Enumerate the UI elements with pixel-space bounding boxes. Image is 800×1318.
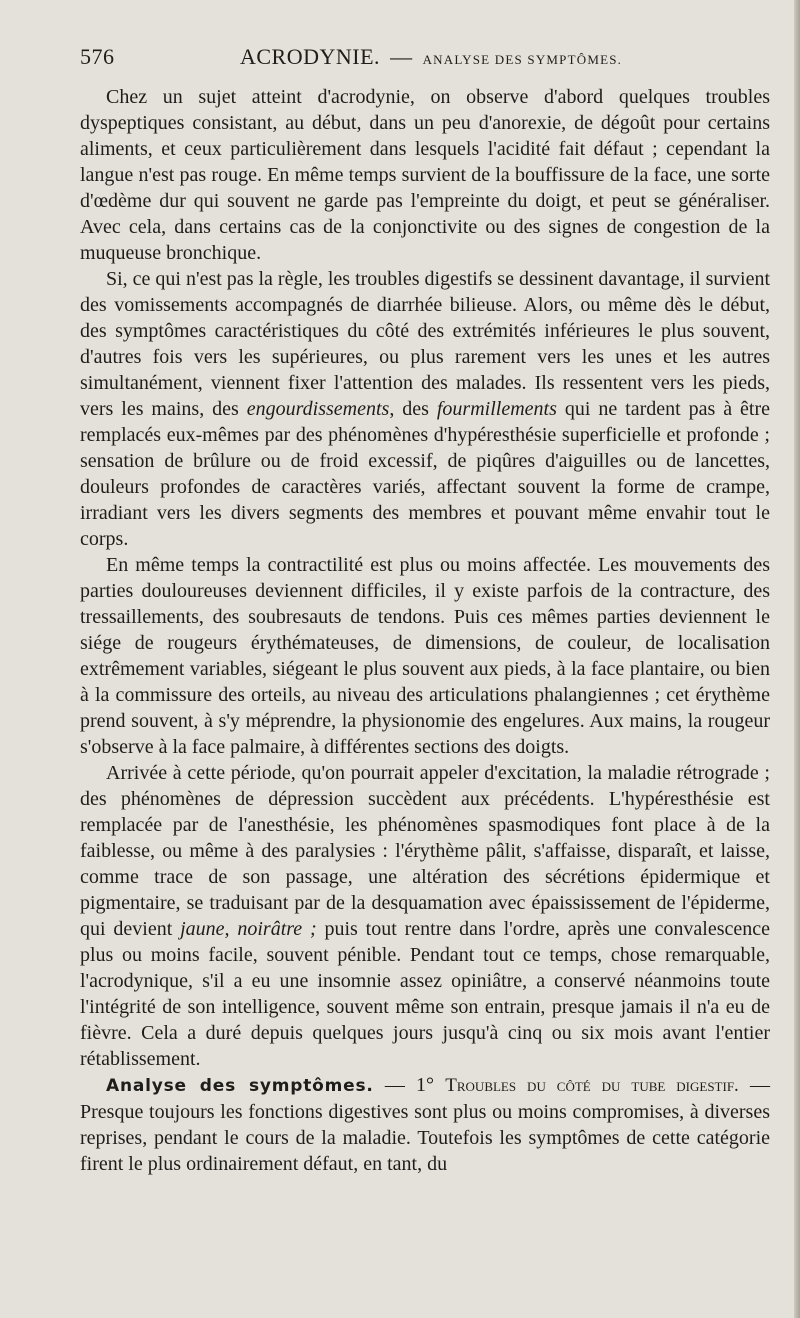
italic-fourmillements: fourmillements — [436, 398, 557, 420]
paragraph-3: En même temps la contractilité est plus ou moins affectée. Les mouvements des parties douloureuses deviennent difficiles, il y existe parfois de la contracture, des tressaillements, des soubresauts de tendons. Puis ces mêmes parties deviennent le siége de rougeurs érythémateuses, de dimensions, de couleur, de localisation extrêmement variables, siégeant le plus souvent aux pieds, à la face plantaire, ou bien à la commissure des orteils, au niveau des articulations phalangiennes ; cet érythème prend souvent, à s'y méprendre, la physionomie des engelures. Aux mains, la rougeur s'observe à la face palmaire, à différentes sections des doigts. — [80, 554, 770, 758]
paragraph-4-part-b: puis tout rentre dans l'ordre, après une convalescence plus ou moins facile, souvent pénible. Pendant tout ce temps, chose remarquable, l'acrodynique, s'il a eu une insomnie assez opiniâtre, a conservé néanmoins toute l'intégrité de son intelligence, souvent même son entrain, presque jamais il n'a eu de fièvre. Cela a duré depuis quelques jours jusqu'à cinq ou six mois avant l'entier rétablissement. — [80, 918, 770, 1070]
paragraph-1: Chez un sujet atteint d'acrodynie, on observe d'abord quelques troubles dyspeptiques consistant, au début, dans un peu d'anorexie, de dégoût pour certains aliments, et ceux particulièrement dans lesquels l'acidité fait défaut ; cependant la langue n'est pas rouge. En même temps survient de la bouffissure de la face, une sorte d'œdème dur qui souvent ne garde pas l'empreinte du doigt, et peut se généraliser. Avec cela, dans certains cas de la conjonctivite ou des signes de congestion de la muqueuse bronchique. — [80, 86, 770, 264]
page-header — [80, 44, 770, 84]
italic-engourdissements: engourdissements — [246, 398, 390, 420]
page-edge-shadow — [794, 0, 800, 1318]
running-title: ACRODYNIE. — [240, 44, 381, 69]
section-dash: — 1° — [373, 1074, 446, 1096]
paragraph-4-part-a: Arrivée à cette période, qu'on pourrait appeler d'excitation, la maladie rétrograde ; des phénomènes de dépression succèdent aux précédents. L'hypéresthésie est remplacée par de l'anesthésie, les phénomènes spasmodiques font place à de la faiblesse, ou même à des paralysies : l'érythème pâlit, s'affaisse, disparaît, et laisse, comme trace de son passage, une altération des sécrétions épidermique et pigmentaire, se traduisant par de la desquamation avec épaississement de l'épiderme, qui devient — [80, 762, 770, 940]
page-number: 576 — [80, 44, 115, 69]
paragraph-2-part-c: qui ne tardent pas à être remplacés eux-mêmes par des phénomènes d'hypéresthésie superficielle et profonde ; sensation de brûlure ou de froid excessif, de piqûres d'aiguilles ou de lancettes, douleurs profondes de caractères variés, affectant souvent la forme de crampe, irradiant vers les divers segments des membres et pouvant même envahir tout le corps. — [80, 398, 770, 550]
paragraph-5-text: — Presque toujours les fonctions digestives sont plus ou moins compromises, à diverses reprises, pendant le cours de la maladie. Toutefois les symptômes de cette catégorie firent le plus ordinairement défaut, en tant, du — [80, 1074, 771, 1175]
subsection-title: Troubles du côté du tube digestif. — [445, 1075, 739, 1096]
paragraph-4 — [80, 760, 770, 1072]
body-text — [80, 84, 770, 1177]
running-subtitle: ANALYSE DES SYMPTÔMES. — [422, 52, 623, 67]
paragraph-2 — [80, 266, 770, 552]
paragraph-2-part-b: , des — [389, 398, 437, 420]
paragraph-2-part-a: Si, ce qui n'est pas la règle, les troubles digestifs se dessinent davantage, il survient des vomissements accompagnés de diarrhée bilieuse. Alors, ou même dès le début, des symptômes caractéristiques du côté des extrémités inférieures le plus souvent, d'autres fois vers les supérieures, ou plus rarement vers les unes et les autres simultanément, viennent fixer l'attention des malades. Ils ressentent vers les pieds, vers les mains, des — [80, 268, 771, 420]
section-heading: Analyse des symptômes. — [106, 1076, 374, 1096]
italic-jaune-noiratre: jaune, noirâtre ; — [180, 918, 317, 940]
header-separator: — — [390, 44, 413, 69]
paragraph-5 — [80, 1072, 770, 1177]
